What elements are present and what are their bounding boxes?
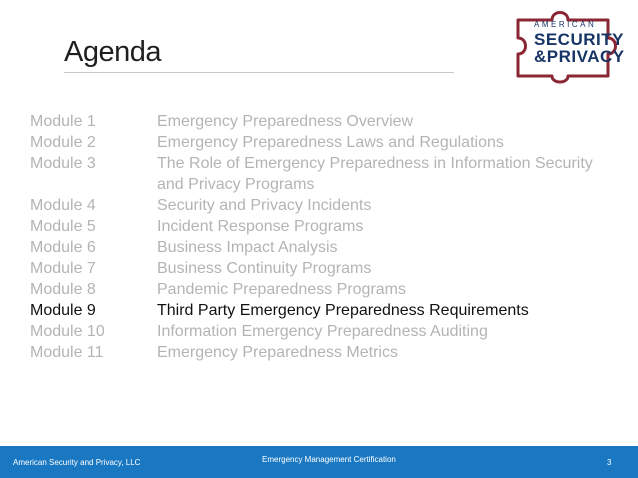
module-name: Business Impact Analysis — [157, 239, 338, 256]
module-number: Module 11 — [30, 344, 104, 361]
module-row-8 — [30, 279, 630, 300]
module-name: The Role of Emergency Preparedness in Information Security and Privacy Programs — [157, 155, 593, 193]
module-number: Module 10 — [30, 323, 105, 340]
module-row-11 — [30, 342, 630, 363]
logo-top-text: AMERICAN — [534, 20, 597, 29]
logo-word-security: SECURITY — [534, 30, 624, 49]
logo-word-privacy: PRIVACY — [546, 47, 625, 66]
agenda-module-list — [30, 111, 630, 363]
module-name: Security and Privacy Incidents — [157, 197, 372, 214]
module-number: Module 6 — [30, 239, 96, 256]
slide-title: Agenda — [64, 36, 161, 68]
module-row-5 — [30, 216, 630, 237]
module-number: Module 2 — [30, 134, 96, 151]
module-number: Module 8 — [30, 281, 96, 298]
module-row-10 — [30, 321, 630, 342]
module-number: Module 3 — [30, 155, 96, 172]
module-row-2 — [30, 132, 630, 153]
module-name: Information Emergency Preparedness Auditing — [157, 323, 488, 340]
module-row-4 — [30, 195, 630, 216]
module-name: Emergency Preparedness Metrics — [157, 344, 398, 361]
module-name: Pandemic Preparedness Programs — [157, 281, 407, 298]
module-number: Module 5 — [30, 218, 96, 235]
module-row-3 — [30, 153, 630, 195]
module-name: Incident Response Programs — [157, 218, 364, 235]
module-name: Emergency Preparedness Overview — [157, 113, 414, 130]
module-name: Business Continuity Programs — [157, 260, 372, 277]
module-row-6 — [30, 237, 630, 258]
module-number: Module 9 — [30, 302, 96, 319]
module-number: Module 1 — [30, 113, 96, 130]
module-row-9-current — [30, 300, 630, 321]
footer-company: American Security and Privacy, LLC — [13, 458, 141, 467]
title-divider — [64, 72, 454, 73]
module-number: Module 4 — [30, 197, 96, 214]
logo-ampersand: & — [534, 47, 547, 66]
slide-footer — [0, 446, 638, 478]
module-row-7 — [30, 258, 630, 279]
logo-word-privacy-line — [534, 47, 625, 67]
module-name: Third Party Emergency Preparedness Requirements — [157, 302, 529, 319]
module-row-1 — [30, 111, 630, 132]
page-number: 3 — [607, 458, 612, 467]
footer-course-title: Emergency Management Certification — [262, 455, 396, 464]
module-number: Module 7 — [30, 260, 96, 277]
company-logo — [512, 4, 625, 84]
module-name: Emergency Preparedness Laws and Regulations — [157, 134, 504, 151]
